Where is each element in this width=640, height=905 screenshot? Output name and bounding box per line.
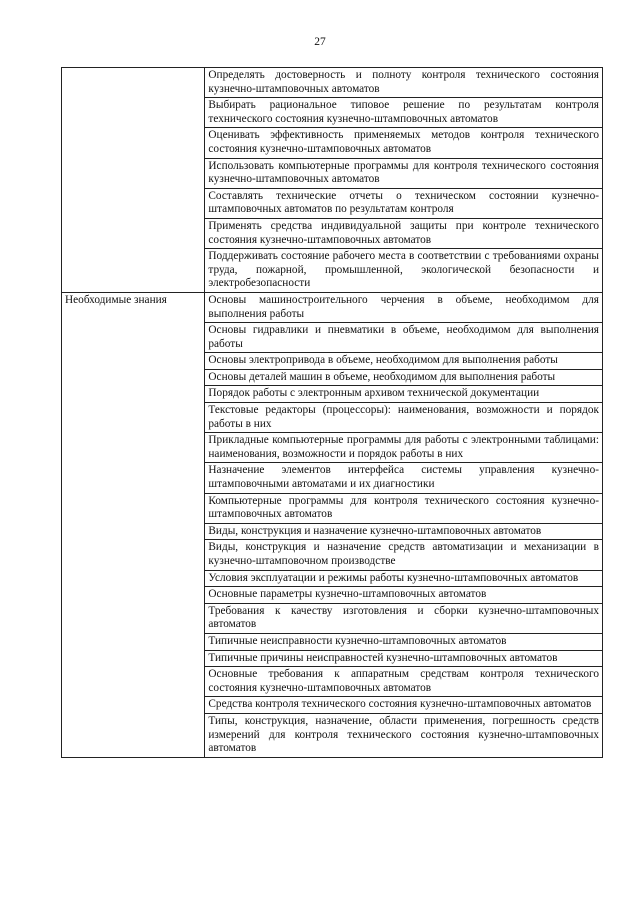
knowledge-category-label: Необходимые знания [62, 292, 205, 757]
table-cell: Поддерживать состояние рабочего места в соответствии с требованиями охраны труда, пожарной, промышленной, экологической безопасности и электробезопасности [205, 249, 603, 293]
table-cell: Выбирать рациональное типовое решение по результатам контроля технического состояния кузнечно-штамповочных автоматов [205, 98, 603, 128]
table-cell: Виды, конструкция и назначение средств автоматизации и механизации в кузнечно-штамповочном производстве [205, 540, 603, 570]
page-number: 27 [314, 36, 326, 48]
table-cell: Типичные неисправности кузнечно-штамповочных автоматов [205, 633, 603, 650]
table-cell: Основы гидравлики и пневматики в объеме, необходимом для выполнения работы [205, 323, 603, 353]
table-row [62, 68, 603, 98]
table-cell: Назначение элементов интерфейса системы управления кузнечно-штамповочными автоматами и их диагностики [205, 463, 603, 493]
table-cell: Типичные причины неисправностей кузнечно-штамповочных автоматов [205, 650, 603, 667]
table-cell: Средства контроля технического состояния кузнечно-штамповочных автоматов [205, 697, 603, 714]
table-cell: Компьютерные программы для контроля технического состояния кузнечно-штамповочных автоматов [205, 493, 603, 523]
skills-category-cell [62, 68, 205, 293]
table-cell: Основы машиностроительного черчения в объеме, необходимом для выполнения работы [205, 292, 603, 322]
table-cell: Основы электропривода в объеме, необходимом для выполнения работы [205, 353, 603, 370]
table-cell: Применять средства индивидуальной защиты при контроле технического состояния кузнечно-штамповочных автоматов [205, 218, 603, 248]
table-cell: Определять достоверность и полноту контроля технического состояния кузнечно-штамповочных автоматов [205, 68, 603, 98]
table-cell: Основные параметры кузнечно-штамповочных автоматов [205, 587, 603, 604]
table-cell: Условия эксплуатации и режимы работы кузнечно-штамповочных автоматов [205, 570, 603, 587]
table-cell: Основы деталей машин в объеме, необходимом для выполнения работы [205, 369, 603, 386]
table-cell: Оценивать эффективность применяемых методов контроля технического состояния кузнечно-штамповочных автоматов [205, 128, 603, 158]
table-cell: Текстовые редакторы (процессоры): наименования, возможности и порядок работы в них [205, 403, 603, 433]
table-cell: Прикладные компьютерные программы для работы с электронными таблицами: наименования, возможности и порядок работы в них [205, 433, 603, 463]
table-row [62, 292, 603, 322]
table-cell: Виды, конструкция и назначение кузнечно-штамповочных автоматов [205, 523, 603, 540]
table-cell: Основные требования к аппаратным средствам контроля технического состояния кузнечно-штамповочных автоматов [205, 667, 603, 697]
requirements-table [61, 67, 603, 758]
table-cell: Использовать компьютерные программы для контроля технического состояния кузнечно-штамповочных автоматов [205, 158, 603, 188]
table-cell: Составлять технические отчеты о техническом состоянии кузнечно-штамповочных автоматов по результатам контроля [205, 188, 603, 218]
table-cell: Типы, конструкция, назначение, области применения, погрешность средств измерений для контроля технического состояния кузнечно-штамповочных автоматов [205, 713, 603, 757]
table-cell: Требования к качеству изготовления и сборки кузнечно-штамповочных автоматов [205, 603, 603, 633]
table-cell: Порядок работы с электронным архивом технической документации [205, 386, 603, 403]
